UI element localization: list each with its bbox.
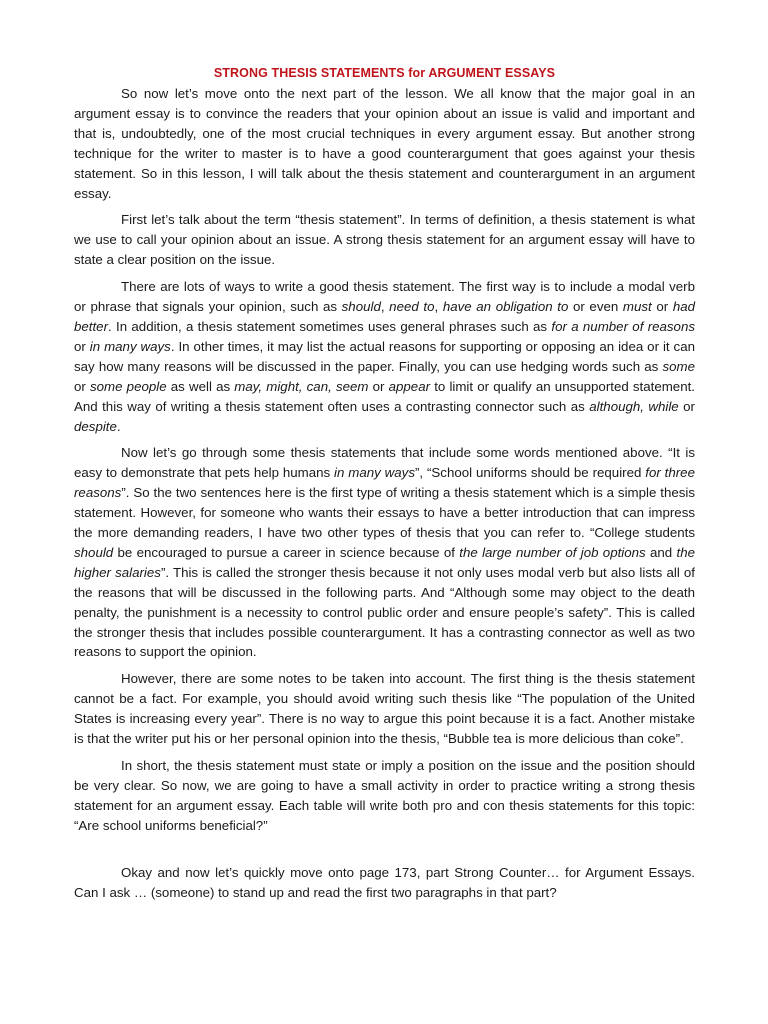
text-run: , <box>434 299 443 315</box>
text-run: Now let’s go through some thesis statements that include some words mentioned above. “It is easy to demonstrate that pets help humans <box>74 445 695 481</box>
text-run: or <box>74 378 90 394</box>
italic-run: some people <box>90 378 167 394</box>
italic-run: some <box>662 358 695 374</box>
paragraph <box>74 210 695 270</box>
paragraph <box>74 443 695 662</box>
text-run: or <box>74 338 90 354</box>
text-run: or <box>651 299 673 315</box>
text-run: to limit or qualify an unsupported statement. And this way of writing a thesis statement often uses a contrasting connector such as <box>74 378 695 414</box>
text-run: Okay and now let’s quickly move onto page 173, part Strong Counter… for Argument Essays. Can I ask … (someone) to stand up and read the first two paragraphs in that part? <box>74 864 695 900</box>
italic-run: despite <box>74 418 117 434</box>
italic-run: although, while <box>589 398 679 414</box>
italic-run: must <box>622 299 652 315</box>
italic-run: had better <box>74 299 695 334</box>
italic-run: for three reasons <box>74 465 695 501</box>
italic-run: need to <box>389 299 435 315</box>
text-run: as well as <box>166 378 235 394</box>
italic-run: appear <box>388 378 431 394</box>
text-run: or <box>678 398 695 414</box>
text-run: or even <box>568 299 623 315</box>
document-body <box>74 84 695 902</box>
italic-run: should <box>341 299 381 315</box>
text-run: In short, the thesis statement must state or imply a position on the issue and the position should be very clear. So now, we are going to have a small activity in order to practice writing a strong thesis statement for an argument essay. Each table will write both pro and con thesis statements for this topic: “Are school uniforms beneficial?” <box>74 758 695 833</box>
text-run: , <box>380 299 390 315</box>
italic-run: in many ways <box>89 338 171 354</box>
text-run: ”. This is called the stronger thesis because it not only uses modal verb but also lists all of the reasons that will be discussed in the following parts. And “Although some may object to the death penalty, the punishment is a necessity to control public order and ensure people’s safety”. This is called the stronger thesis that includes possible counterargument. It has a contrasting connector as well as two reasons to support the opinion. <box>74 564 695 660</box>
text-run: ”, “School uniforms should be required <box>414 465 646 481</box>
italic-run: have an obligation to <box>442 299 569 315</box>
paragraph <box>74 669 695 749</box>
paragraph <box>74 84 695 203</box>
italic-run: should <box>74 544 114 560</box>
document-title: STRONG THESIS STATEMENTS for ARGUMENT ESSAYS <box>213 66 556 80</box>
paragraph <box>74 863 695 903</box>
italic-run: the large number of job options <box>459 544 646 560</box>
text-run: and <box>645 544 677 560</box>
italic-run: the higher salaries <box>74 544 695 580</box>
italic-run: for a number of reasons <box>551 318 695 334</box>
text-run: So now let’s move onto the next part of the lesson. We all know that the major goal in an argument essay is to convince the readers that your opinion about an issue is valid and important and that is, undoubtedly, one of the most crucial techniques in every argument essay. But another strong technique for the writer to master is to have a good counterargument that goes against your thesis statement. So in this lesson, I will talk about the thesis statement and counterargument in an argument essay. <box>74 86 695 201</box>
text-run: . In addition, a thesis statement sometimes uses general phrases such as <box>108 318 552 334</box>
text-run: There are lots of ways to write a good thesis statement. The first way is to include a modal verb or phrase that signals your opinion, such as <box>74 279 695 315</box>
text-run: be encouraged to pursue a career in science because of <box>113 544 460 560</box>
text-run: However, there are some notes to be taken into account. The first thing is the thesis statement cannot be a fact. For example, you should avoid writing such thesis like “The population of the United States is increasing every year”. There is no way to argue this point because it is a fact. Another mistake is that the writer put his or her personal opinion into the thesis, “Bubble tea is more delicious than coke”. <box>74 671 695 747</box>
paragraph <box>74 756 695 836</box>
text-run: ”. So the two sentences here is the first type of writing a thesis statement which is a simple thesis statement. However, for someone who wants their essays to have a better introduction that can impress the more demanding readers, I have two other types of thesis that you can refer to. “College students <box>74 485 695 541</box>
italic-run: may, might, can, seem <box>234 378 369 394</box>
text-run: or <box>368 378 389 394</box>
text-run: First let’s talk about the term “thesis statement”. In terms of definition, a thesis statement is what we use to call your opinion about an issue. A strong thesis statement for an argument essay will have to state a clear position on the issue. <box>74 212 695 268</box>
italic-run: in many ways <box>334 465 415 481</box>
text-run: . <box>116 418 121 434</box>
paragraph <box>74 277 695 436</box>
text-run: . In other times, it may list the actual reasons for supporting or opposing an idea or it can say how many reasons will be discussed in the paper. Finally, you can use hedging words such as <box>74 338 695 374</box>
